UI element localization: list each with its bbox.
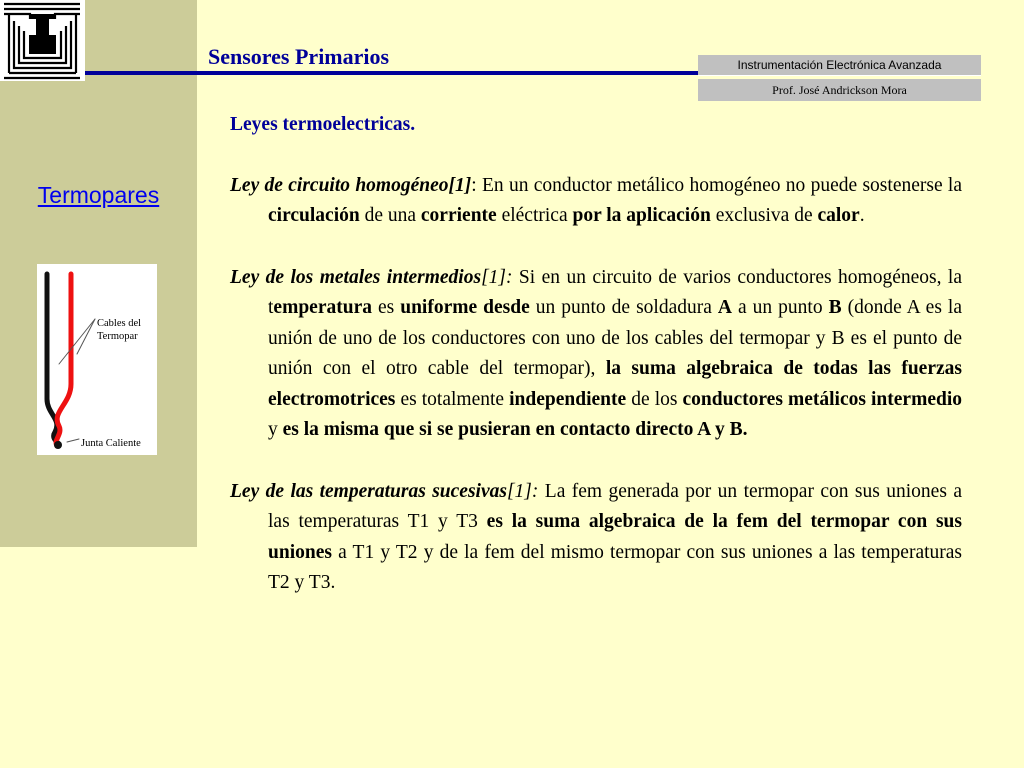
law-text-segment: Ley de los metales intermedios	[230, 266, 482, 288]
law-text-segment: .	[859, 205, 865, 226]
law-text-segment: por la aplicación	[572, 205, 711, 226]
red-wire-icon	[56, 274, 71, 446]
law-text-segment: a un punto	[731, 297, 829, 318]
laws-list	[230, 171, 962, 599]
law-text-segment: calor	[817, 205, 860, 226]
law-text-segment: emperatura	[273, 297, 372, 318]
law-text-segment: conductores metálicos intermedio	[682, 388, 962, 410]
law-text-segment: es totalmente	[395, 388, 510, 410]
law-text-segment: [1]:	[481, 266, 513, 288]
label-cables-line2: Termopar	[97, 331, 138, 342]
label-cables-line1: Cables del	[97, 318, 142, 329]
law-text-segment: B	[828, 297, 842, 318]
law-text-segment: de una	[359, 205, 421, 226]
institution-logo	[0, 0, 85, 81]
law-text-segment: : En un conductor metálico homogéneo no puede sostenerse la	[471, 174, 962, 196]
law-text-segment: de los	[626, 388, 683, 410]
law-text-segment: y	[268, 419, 283, 440]
law-text-segment: Ley de circuito homogéneo[1]	[230, 174, 472, 196]
course-name: Instrumentación Electrónica Avanzada	[698, 55, 981, 76]
nav-link-termopares[interactable]: Termopares	[37, 182, 160, 208]
law-text-segment: es la misma que si se pusieran en contacto directo A y B.	[282, 419, 748, 440]
law-text-segment: [1]:	[506, 480, 539, 502]
law-text-segment: es	[371, 297, 401, 318]
sidebar	[0, 0, 197, 547]
law-text-segment: un punto de soldadura	[529, 297, 718, 318]
law-text-segment: independiente	[509, 388, 627, 410]
law-text-segment: la suma algebraica de todas las fuerzas electromotrices	[268, 358, 962, 410]
law-text-segment: Si en un circuito de varios conductores homogéneos, la t	[268, 266, 962, 318]
law-text-segment: a T1 y T2 y de la fem del mismo termopar con sus uniones a las temperaturas T2 y T3.	[268, 541, 962, 593]
law-paragraph	[230, 477, 962, 599]
law-paragraph	[230, 263, 962, 446]
law-text-segment: circulación	[268, 205, 360, 226]
law-text-segment: Ley de las temperaturas sucesivas	[230, 480, 507, 502]
law-paragraph	[230, 171, 962, 232]
law-text-segment: uniforme desde	[400, 297, 530, 318]
law-text-segment: (donde A es la unión de uno de los conductores con uno de los cables del termopar y B es el punto de unión con el otro cable del termopar),	[268, 297, 962, 379]
thermocouple-figure	[37, 264, 157, 455]
hot-junction-icon	[54, 441, 62, 449]
law-text-segment: es la suma algebraica de la fem del termopar con sus uniones	[268, 511, 962, 563]
label-junction: Junta Caliente	[81, 438, 141, 449]
law-text-segment: corriente	[420, 205, 497, 226]
law-text-segment: La fem generada por un termopar con sus uniones a las temperaturas T1 y T3	[268, 480, 962, 532]
slide-content	[230, 110, 962, 630]
law-text-segment: eléctrica	[496, 205, 573, 226]
professor-name: Prof. José Andrickson Mora	[698, 79, 981, 101]
law-text-segment: A	[717, 297, 732, 318]
law-text-segment: exclusiva de	[710, 205, 818, 226]
content-heading: Leyes termoelectricas.	[230, 114, 416, 135]
logo-icon	[0, 0, 85, 81]
slide-title: Sensores Primarios	[208, 44, 390, 69]
